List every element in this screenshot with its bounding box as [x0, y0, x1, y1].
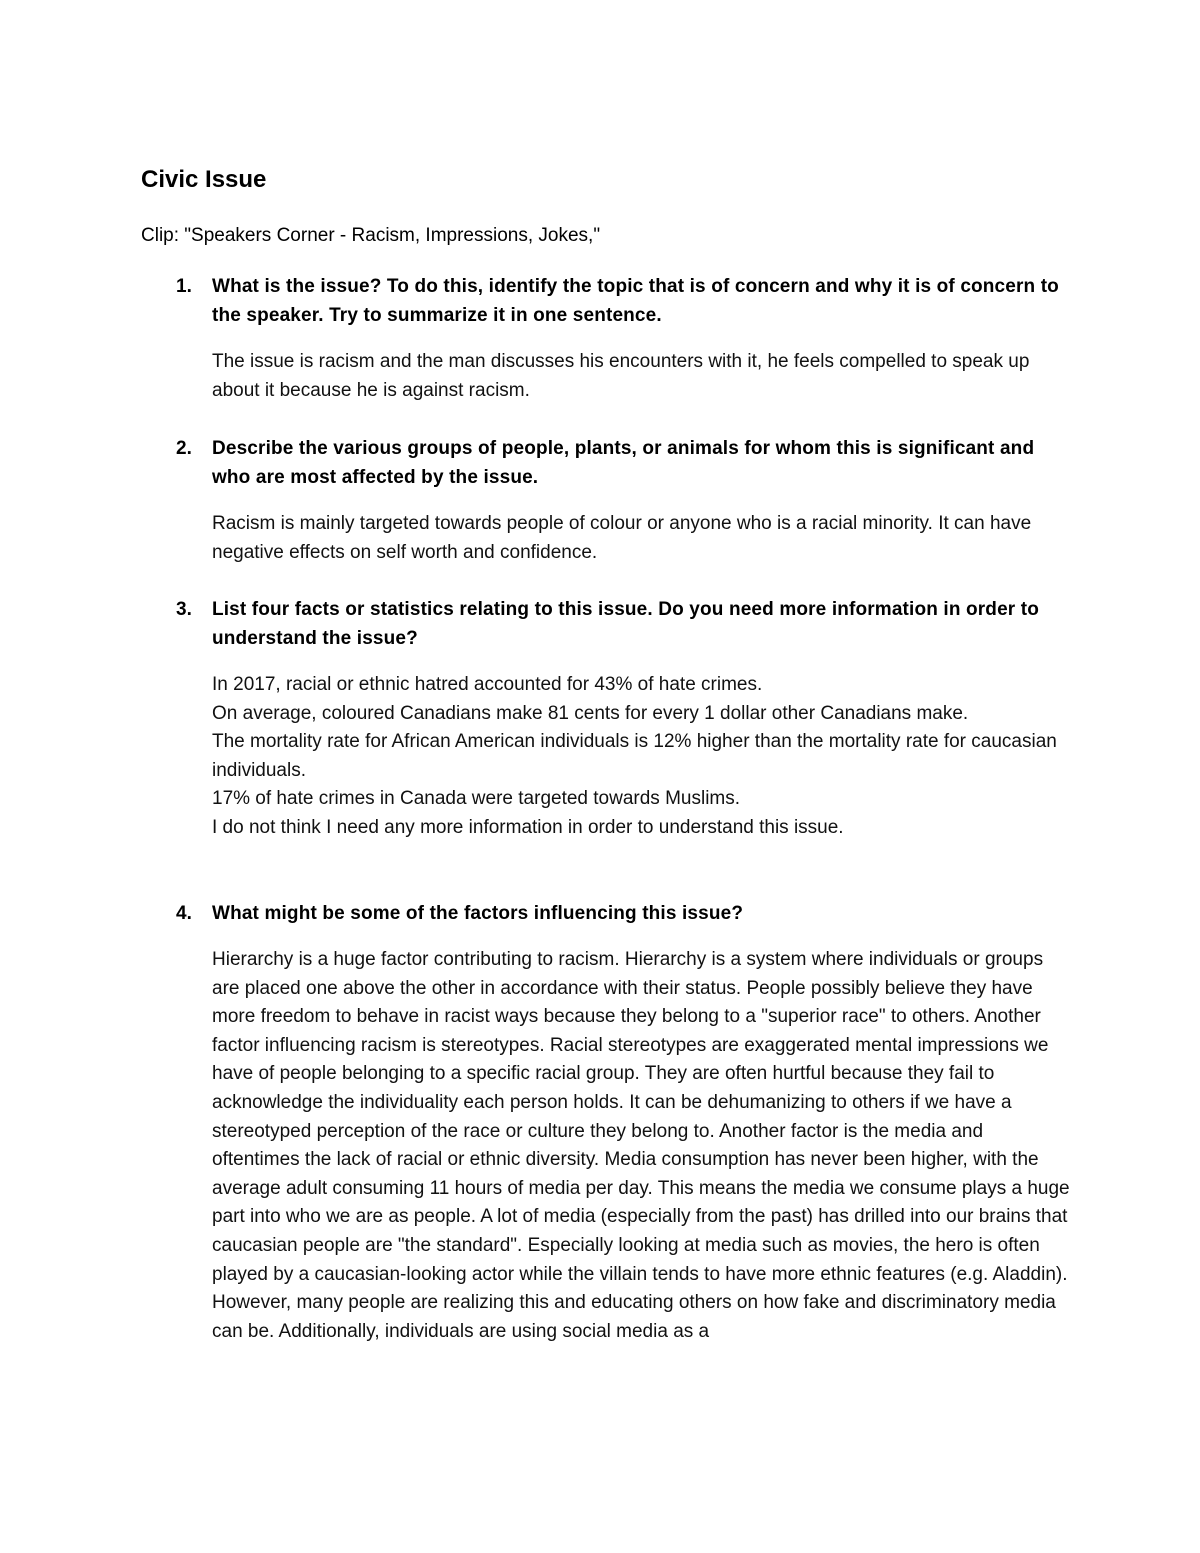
page-title: Civic Issue	[141, 166, 267, 193]
answer-line: In 2017, racial or ethnic hatred accounted for 43% of hate crimes.	[212, 674, 763, 695]
question-number: 2.	[176, 438, 192, 459]
answer-line: 17% of hate crimes in Canada were targeted towards Muslims.	[212, 788, 741, 810]
question-prompt: List four facts or statistics relating to this issue. Do you need more information in order to understand the issue?	[212, 599, 1039, 649]
question-number: 4.	[176, 903, 192, 924]
clip-reference: Clip: "Speakers Corner - Racism, Impressions, Jokes,"	[141, 225, 601, 246]
question-3	[141, 595, 1071, 843]
answer-paragraph: The issue is racism and the man discusses his encounters with it, he feels compelled to speak up about it because he is against racism.	[212, 351, 1030, 401]
answer-line: On average, coloured Canadians make 81 cents for every 1 dollar other Canadians make.	[212, 702, 969, 724]
answer	[212, 510, 1071, 567]
question-1	[141, 272, 1071, 405]
answer-paragraph: Racism is mainly targeted towards people of colour or anyone who is a racial minority. It can have negative effects on self worth and confidence.	[212, 513, 1032, 563]
question-prompt: What might be some of the factors influencing this issue?	[212, 903, 744, 924]
answer	[212, 671, 1071, 843]
question-prompt: Describe the various groups of people, plants, or animals for whom this is significant and who are most affected by the issue.	[212, 438, 1035, 488]
answer-line: I do not think I need any more information in order to understand this issue.	[212, 816, 844, 838]
question-2	[141, 434, 1071, 567]
question-number: 1.	[176, 276, 192, 297]
question-prompt: What is the issue? To do this, identify the topic that is of concern and why it is of concern to the speaker. Try to summarize it in one sentence.	[212, 276, 1059, 326]
question-4	[141, 899, 1071, 1346]
answer-line: The mortality rate for African American individuals is 12% higher than the mortality rate for caucasian individuals.	[212, 731, 1057, 781]
question-number: 3.	[176, 599, 192, 620]
answer	[212, 946, 1071, 1346]
answer	[212, 348, 1071, 405]
answer-paragraph: Hierarchy is a huge factor contributing to racism. Hierarchy is a system where individuals or groups are placed one above the other in accordance with their status. People possibly believe they have more freedom to behave in racist ways because they belong to a "superior race" to others. Another factor influencing racism is stereotypes. Racial stereotypes are exaggerated mental impressions we have of people belonging to a specific racial group. They are often hurtful because they fail to acknowledge the individuality each person holds. It can be dehumanizing to others if we have a stereotyped perception of the race or culture they belong to. Another factor is the media and oftentimes the lack of racial or ethnic diversity. Media consumption has never been higher, with the average adult consuming 11 hours of media per day. This means the media we consume plays a huge part into who we are as people. A lot of media (especially from the past) has drilled into our brains that caucasian people are "the standard". Especially looking at media such as movies, the hero is often played by a caucasian-looking actor while the villain tends to have more ethnic features (e.g. Aladdin). However, many people are realizing this and educating others on how fake and discriminatory media can be. Additionally, individuals are using social media as a	[212, 949, 1070, 1342]
